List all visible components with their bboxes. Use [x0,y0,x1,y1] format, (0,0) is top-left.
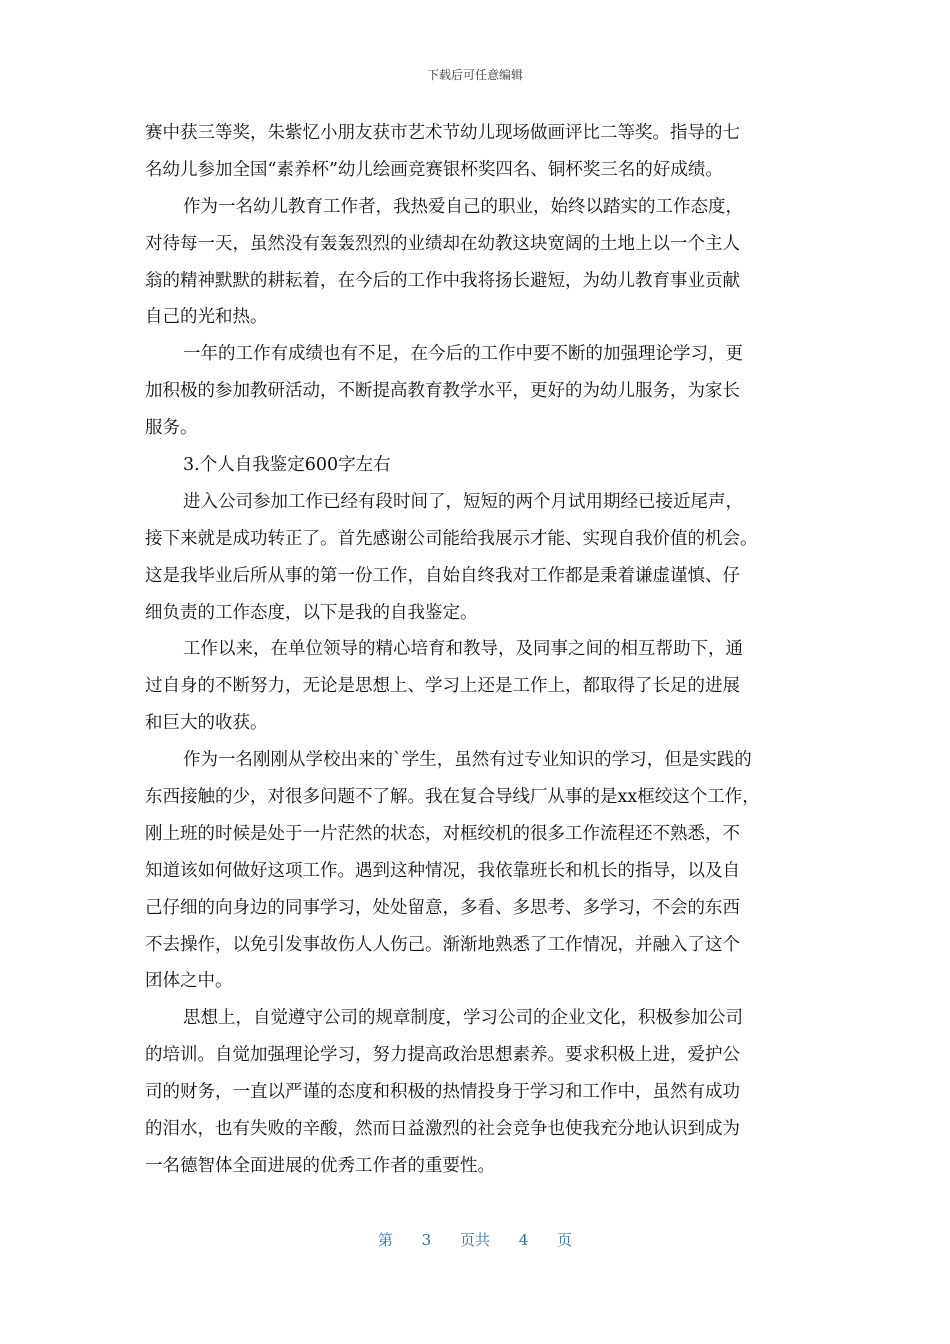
text-line: 自己的光和热。 [145,307,268,328]
text-line: 一年的工作有成绩也有不足，在今后的工作中要不断的加强理论学习，更 [183,344,743,365]
footer-total-pages: 4 [518,1231,529,1249]
footer-current-page: 3 [421,1231,432,1249]
text-line: 的培训。自觉加强理论学习，努力提高政治思想素养。要求积极上进，爱护公 [145,1045,740,1066]
text-line: 知道该如何做好这项工作。遇到这种情况，我依靠班长和机长的指导，以及自 [145,860,740,881]
text-line: 服务。 [145,418,198,439]
text-line: 的泪水，也有失败的辛酸，然而日益激烈的社会竞争也使我充分地认识到成为 [145,1119,740,1140]
page-footer [0,1229,950,1250]
text-line: 3.个人自我鉴定600字左右 [183,455,391,476]
footer-suffix: 页 [557,1231,573,1249]
text-line: 名幼儿参加全国“素养杯”幼儿绘画竞赛银杯奖四名、铜杯奖三名的好成绩。 [145,159,723,180]
text-line: 和巨大的收获。 [145,713,268,734]
text-line: 东西接触的少，对很多问题不了解。我在复合导线厂从事的是xx框绞这个工作， [145,787,760,808]
text-line: 工作以来，在单位领导的精心培育和教导，及同事之间的相互帮助下，通 [183,639,743,660]
text-line: 翁的精神默默的耕耘着，在今后的工作中我将扬长避短，为幼儿教育事业贡献 [145,270,740,291]
text-line: 对待每一天，虽然没有轰轰烈烈的业绩却在幼教这块宽阔的土地上以一个主人 [145,233,740,254]
text-line: 进入公司参加工作已经有段时间了，短短的两个月试用期经已接近尾声， [183,491,743,512]
document-body [145,115,810,1185]
text-line: 加积极的参加教研活动，不断提高教育教学水平，更好的为幼儿服务，为家长 [145,381,740,402]
text-line: 过自身的不断努力，无论是思想上、学习上还是工作上，都取得了长足的进展 [145,676,740,697]
text-line: 一名德智体全面进展的优秀工作者的重要性。 [145,1155,495,1176]
text-line: 不去操作，以免引发事故伤人人伤己。渐渐地熟悉了工作情况，并融入了这个 [145,934,740,955]
text-line: 思想上，自觉遵守公司的规章制度，学习公司的企业文化，积极参加公司 [183,1008,743,1029]
text-line: 作为一名幼儿教育工作者，我热爱自己的职业，始终以踏实的工作态度， [183,196,743,217]
text-line: 细负责的工作态度，以下是我的自我鉴定。 [145,602,478,623]
text-line: 团体之中。 [145,971,233,992]
text-line: 作为一名刚刚从学校出来的`学生，虽然有过专业知识的学习，但是实践的 [183,750,752,771]
text-line: 接下来就是成功转正了。首先感谢公司能给我展示才能、实现自我价值的机会。 [145,528,758,549]
text-line: 这是我毕业后所从事的第一份工作，自始自终我对工作都是秉着谦虚谨慎、仔 [145,565,740,586]
text-line: 刚上班的时候是处于一片茫然的状态，对框绞机的很多工作流程还不熟悉，不 [145,823,740,844]
text-line: 司的财务，一直以严谨的态度和积极的热情投身于学习和工作中，虽然有成功 [145,1082,740,1103]
text-line: 己仔细的向身边的同事学习，处处留意，多看、多思考、多学习，不会的东西 [145,897,740,918]
footer-middle: 页共 [459,1231,490,1249]
footer-prefix: 第 [377,1231,393,1249]
page-header: 下载后可任意编辑 [426,68,523,82]
text-line: 赛中获三等奖，朱紫忆小朋友获市艺术节幼儿现场做画评比二等奖。指导的七 [145,123,740,143]
